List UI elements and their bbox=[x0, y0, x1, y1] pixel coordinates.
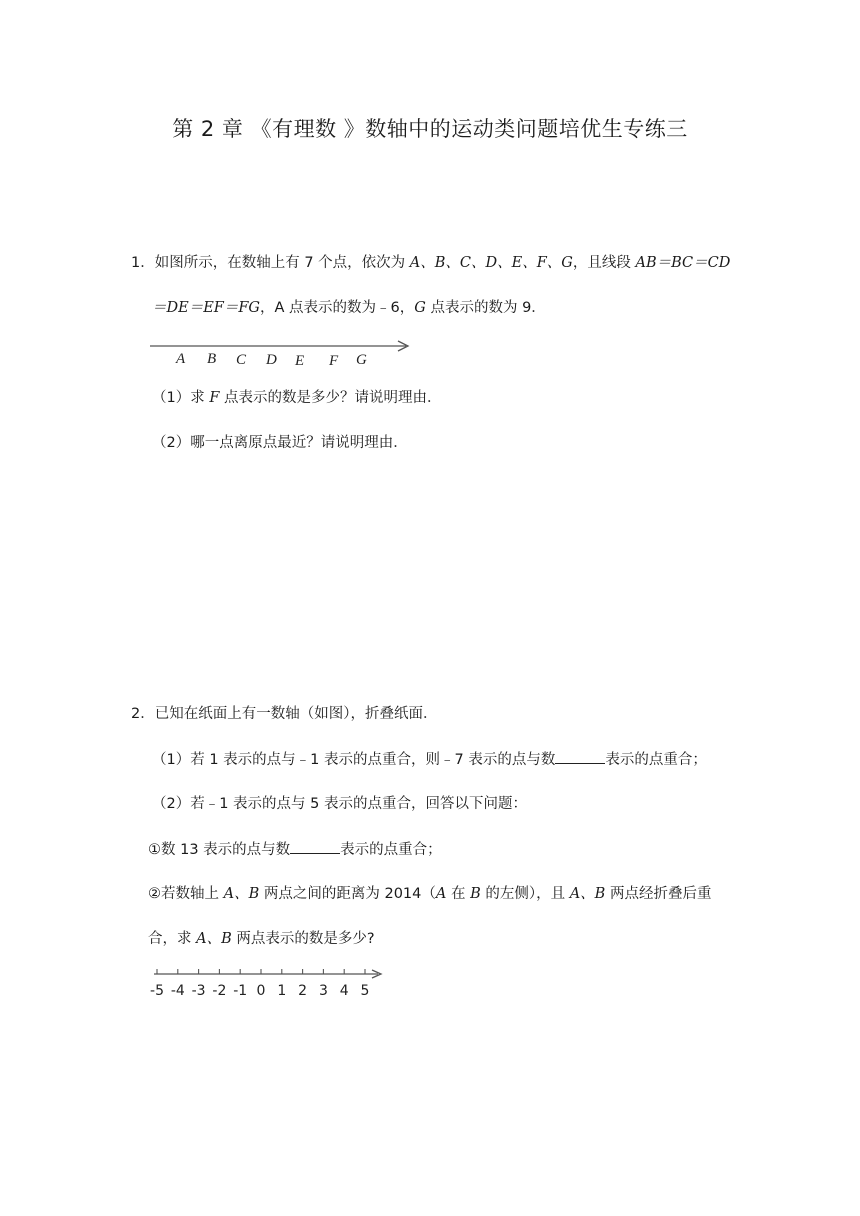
answer-blank-1[interactable] bbox=[555, 749, 605, 764]
point-label-e: E bbox=[295, 353, 305, 369]
tick-label: 2 bbox=[298, 983, 308, 999]
q1-points: A、B、C、D、E、F、G bbox=[409, 255, 573, 271]
tick-label: -2 bbox=[212, 983, 227, 999]
page-title: 第 2 章 《有理数 》数轴中的运动类问题培优生专练三 bbox=[172, 117, 688, 141]
tick-label: -4 bbox=[170, 983, 185, 999]
q1-text: 点表示的数是多少？请说明理由． bbox=[219, 390, 442, 406]
q1-text: ，A bbox=[260, 300, 285, 316]
point-label-a: A bbox=[176, 351, 186, 367]
q2-var: A bbox=[435, 886, 447, 902]
q1-var: G bbox=[414, 300, 426, 316]
q1-subquestion-2: （2）哪一点离原点最近？请说明理由． bbox=[152, 435, 408, 451]
point-label-g: G bbox=[356, 352, 367, 368]
q1-text: 点表示的数为﹣6， bbox=[284, 300, 415, 316]
tick-label: -3 bbox=[191, 983, 206, 999]
q2-text: 两点表示的数是多少? bbox=[231, 931, 375, 947]
q2-text: 两点经折叠后重 bbox=[605, 886, 712, 902]
q1-segment-eq: AB＝BC＝CD bbox=[635, 255, 731, 271]
q2-var: B bbox=[470, 886, 481, 902]
q1-subquestion-1 bbox=[152, 388, 442, 408]
q2-item-2-line2 bbox=[148, 929, 375, 949]
tick-label: 4 bbox=[339, 983, 349, 999]
q1-text: 1．如图所示，在数轴上有 7 个点，依次为 bbox=[131, 255, 410, 271]
tick-label: 3 bbox=[318, 983, 328, 999]
q1-number-line-figure bbox=[148, 336, 414, 370]
q2-stem: 2．已知在纸面上有一数轴（如图），折叠纸面． bbox=[131, 706, 438, 722]
q2-text: 的左侧），且 bbox=[480, 886, 570, 902]
q2-item-2-line1 bbox=[148, 884, 711, 904]
q2-text: 两点之间的距离为 2014（ bbox=[259, 886, 436, 902]
point-label-f: F bbox=[329, 353, 339, 369]
q2-text: （1）若 1 表示的点与﹣1 表示的点重合，则﹣7 表示的点与数 bbox=[152, 752, 556, 768]
q2-text: 表示的点重合； bbox=[340, 842, 442, 858]
q2-var: A、B bbox=[569, 886, 606, 902]
q2-number-line-figure bbox=[146, 966, 386, 1000]
q1-text: ，且线段 bbox=[572, 255, 636, 271]
answer-blank-2[interactable] bbox=[290, 839, 340, 854]
point-label-b: B bbox=[207, 351, 217, 367]
q2-var: A、B bbox=[196, 931, 232, 947]
tick-label: -5 bbox=[150, 983, 164, 999]
tick-label: -1 bbox=[233, 983, 248, 999]
tick-label: 1 bbox=[277, 983, 287, 999]
q2-var: A、B bbox=[223, 886, 260, 902]
q2-subquestion-2: （2）若﹣1 表示的点与 5 表示的点重合，回答以下问题： bbox=[152, 796, 528, 812]
q2-text: ②若数轴上 bbox=[148, 886, 224, 902]
q1-stem-line2 bbox=[152, 298, 546, 318]
tick-label: 0 bbox=[256, 983, 266, 999]
tick-label: 5 bbox=[360, 983, 370, 999]
q1-var: F bbox=[209, 390, 220, 406]
q2-text: 合，求 bbox=[148, 931, 197, 947]
point-label-d: D bbox=[266, 352, 277, 368]
q2-text: 在 bbox=[446, 886, 471, 902]
q1-text: （1）求 bbox=[152, 390, 210, 406]
point-label-c: C bbox=[236, 352, 247, 368]
q2-text: 表示的点重合； bbox=[605, 752, 707, 768]
q1-stem-line1 bbox=[131, 253, 730, 273]
q2-item-1 bbox=[148, 839, 442, 860]
q2-subquestion-1 bbox=[152, 749, 707, 770]
q1-text: 点表示的数为 9． bbox=[425, 300, 546, 316]
q2-text: ①数 13 表示的点与数 bbox=[148, 842, 291, 858]
q1-segment-eq: ＝DE＝EF＝FG bbox=[152, 300, 260, 316]
